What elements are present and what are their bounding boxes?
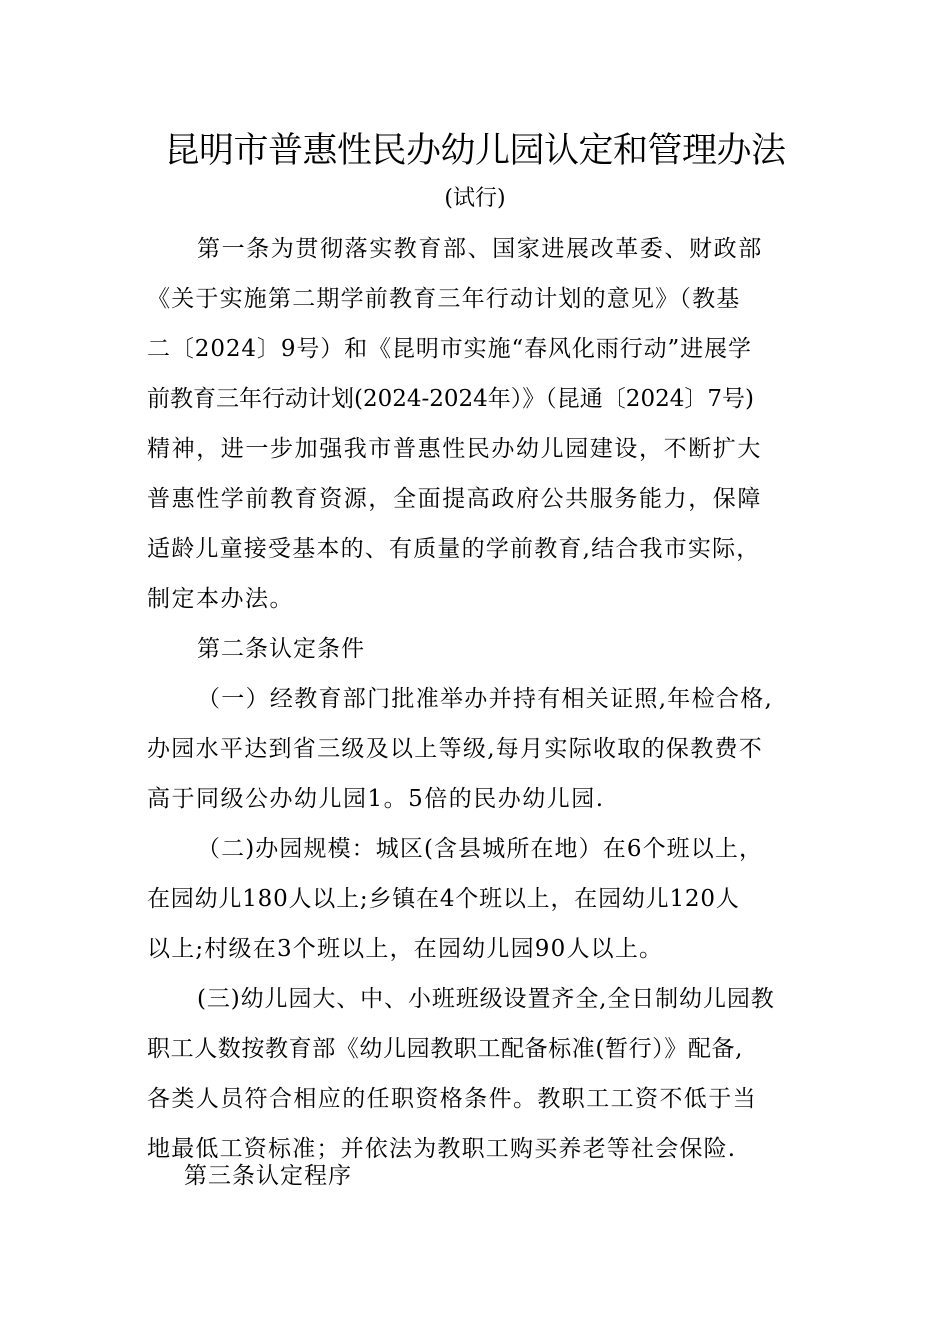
document-subtitle: (试行)	[444, 186, 506, 211]
paragraph-line: 职工人数按教育部《幼儿园教职工配备标准(暂行）》配备,	[147, 1036, 743, 1062]
paragraph-line: 地最低工资标准；并依法为教职工购买养老等社会保险.	[147, 1136, 737, 1162]
paragraph-line: 二〔2024〕9号）和《昆明市实施“春风化雨行动”进展学	[147, 336, 752, 362]
paragraph-line: （一）经教育部门批准举办并持有相关证照,年检合格,	[197, 686, 774, 712]
paragraph-line: 前教育三年行动计划(2024-2024年）》（昆通〔2024〕7号)	[147, 386, 754, 412]
paragraph-line: 各类人员符合相应的任职资格条件。教职工工资不低于当	[147, 1086, 757, 1112]
paragraph-line: 适龄儿童接受基本的、有质量的学前教育,结合我市实际，	[147, 536, 761, 562]
paragraph-line: 高于同级公办幼儿园1。5倍的民办幼儿园.	[147, 786, 605, 812]
paragraph-line: 《关于实施第二期学前教育三年行动计划的意见》（教基	[147, 286, 741, 312]
paragraph-line: 精神，进一步加强我市普惠性民办幼儿园建设，不断扩大	[147, 436, 762, 462]
paragraph-line: 以上;村级在3个班以上，在园幼儿园90人以上。	[147, 936, 664, 962]
paragraph-line: 第一条为贯彻落实教育部、国家进展改革委、财政部	[197, 236, 763, 262]
section-heading: 第二条认定条件	[197, 636, 365, 662]
paragraph-line: （二)办园规模：城区(含县城所在地）在6个班以上，	[197, 836, 764, 862]
paragraph-line: 普惠性学前教育资源，全面提高政府公共服务能力，保障	[147, 486, 762, 512]
paragraph-line: 在园幼儿180人以上;乡镇在4个班以上，在园幼儿120人	[147, 886, 740, 912]
paragraph-line: 制定本办法。	[147, 586, 294, 612]
paragraph-line: 办园水平达到省三级及以上等级,每月实际收取的保教费不	[147, 736, 764, 762]
paragraph-line: (三)幼儿园大、中、小班班级设置齐全,全日制幼儿园教	[197, 986, 775, 1012]
section-heading: 第三条认定程序	[184, 1163, 352, 1189]
document-title: 昆明市普惠性民办幼儿园认定和管理办法	[164, 131, 786, 171]
